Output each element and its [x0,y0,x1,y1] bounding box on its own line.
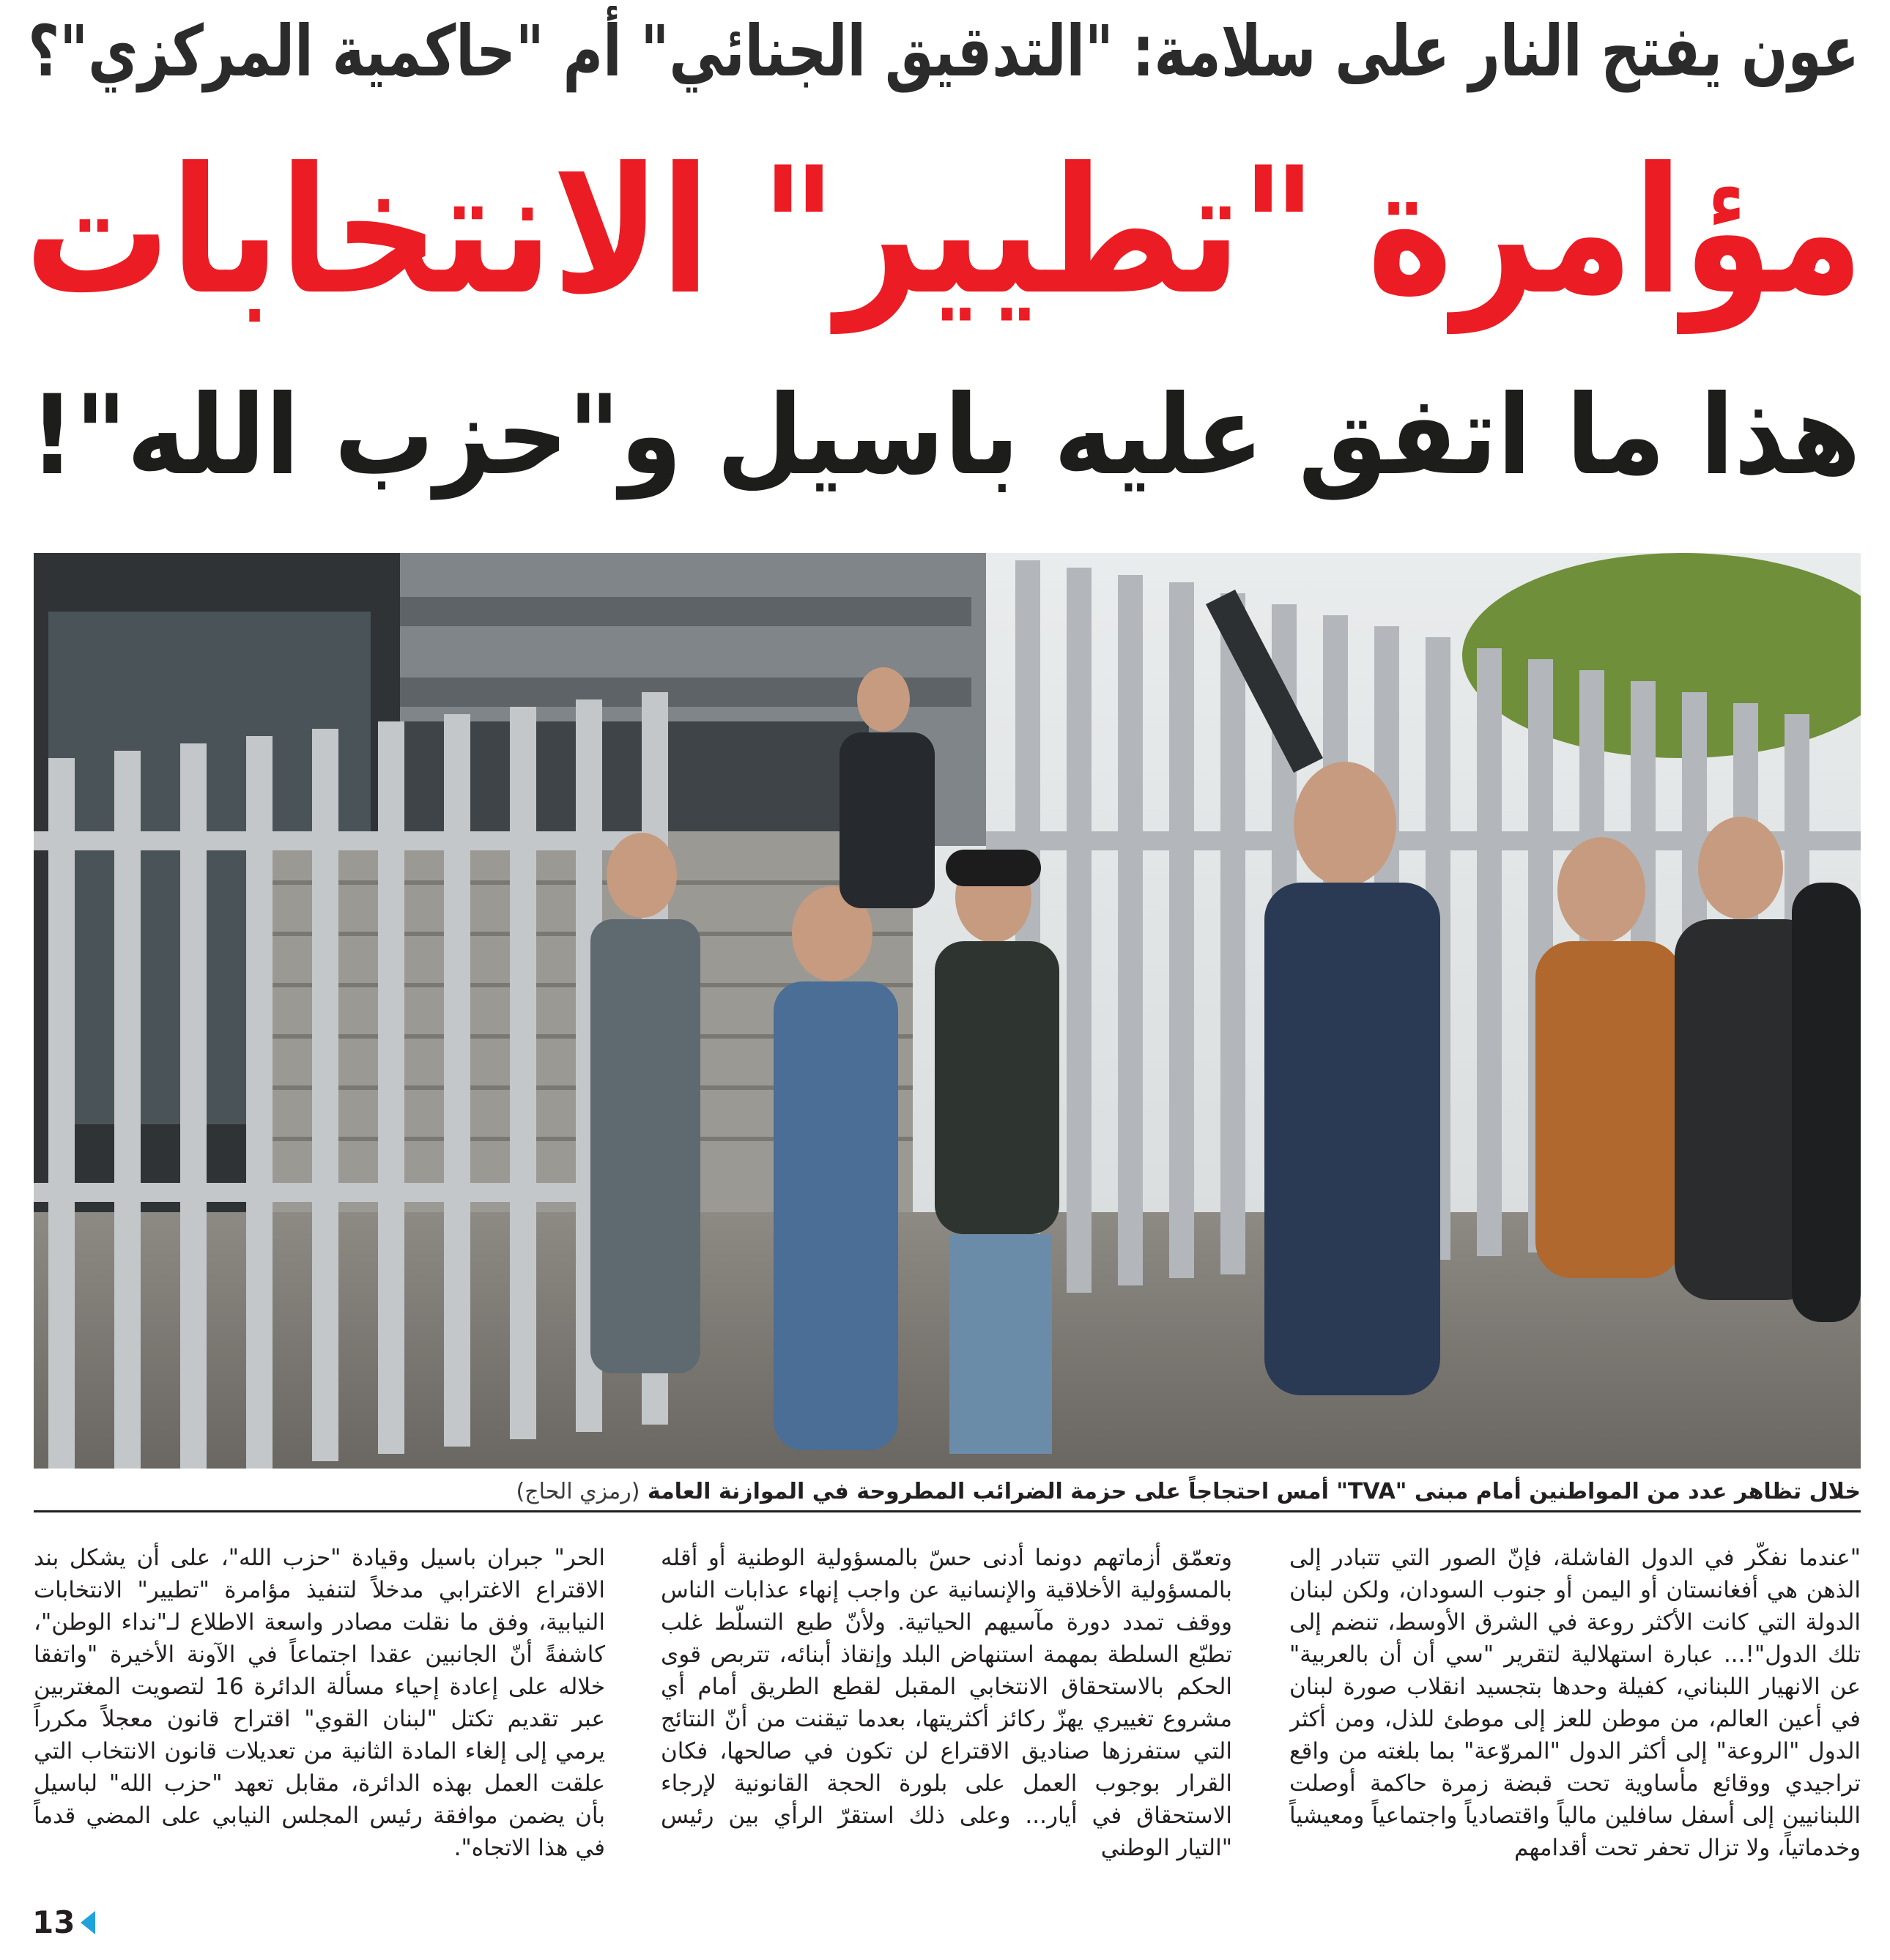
caption-text: خلال تظاهر عدد من المواطنين أمام مبنى "TVA" أمس احتجاجاً على حزمة الضرائب المطروحة في الموازنة العامة [647,1479,1861,1504]
page-number-value: 13 [32,1904,75,1940]
article-column-2 [661,1542,1232,1937]
sub-headline: هذا ما اتفق عليه باسيل و"حزب الله"! [29,372,1861,500]
column-2-text: وتعمّق أزماتهم دونما أدنى حسّ بالمسؤولية الوطنية أو أقله بالمسؤولية الأخلاقية والإنسانية عن واجب إنهاء عذابات الناس ووقف تمدد دورة مآسيهم الحياتية. ولأنّ طبع التسلّط غلب تطبّع السلطة بمهمة استنهاض البلد وإنقاذ أبنائه، تتربص قوى الحكم بالاستحقاق الانتخابي المقبل لقطع الطريق أمام أي مشروع تغييري يهزّ ركائز أكثريتها، بعدما تيقنت من أنّ النتائج التي ستفرزها صناديق الاقتراع لن تكون في صالحها، فكان القرار بوجوب العمل على بلورة الحجة القانونية لإرجاء الاستحقاق في أيار... وعلى ذلك استقرّ الرأي بين رئيس "التيار الوطني [661,1545,1232,1861]
article-column-3 [34,1542,605,1937]
photo-illustration [34,553,1861,1469]
triangle-icon [81,1911,95,1934]
photo-caption [29,1479,1861,1504]
kicker-headline: عون يفتح النار على سلامة: "التدقيق الجنائي" أم "حاكمية المركزي"؟ [28,10,1859,92]
column-1-text: "عندما نفكّر في الدول الفاشلة، فإنّ الصور التي تتبادر إلى الذهن هي أفغانستان أو اليمن أو جنوب السودان، ولكن لبنان الدولة التي كانت الأكثر روعة في الشرق الأوسط، تنضم إلى تلك الدول"!... عبارة استهلالية لتقرير "سي أن أن بالعربية" عن الانهيار اللبناني، كفيلة وحدها بتجسيد انقلاب صورة لبنان في أعين العالم، من موطن للعز إلى موطئ للذل، ومن أكثر الدول "الروعة" إلى أكثر الدول "المروّعة" بما بلغته من واقع تراجيدي ووقائع مأساوية تحت قبضة زمرة حاكمة أوصلت اللبنانيين إلى أسفل سافلين مالياً واقتصادياً واجتماعياً ومعيشياً وخدماتياً، ولا تزال تحفر تحت أقدامهم [1289,1545,1861,1861]
news-photo [34,553,1861,1469]
photo-credit: (رمزي الحاج) [516,1479,640,1504]
page-number [32,1904,95,1940]
main-headline: مؤامرة "تطيير" الانتخابات [24,130,1864,333]
column-3-text: الحر" جبران باسيل وقيادة "حزب الله"، على أن يشكل بند الاقتراع الاغترابي مدخلاً لتنفيذ مؤامرة "تطيير" الانتخابات النيابية، وفق ما نقلت مصادر واسعة الاطلاع لـ"نداء الوطن"، كاشفةً أنّ الجانبين عقدا اجتماعاً في الآونة الأخيرة "واتفقا خلاله على إعادة إحياء مسألة الدائرة 16 لتصويت المغتربين عبر تقديم تكتل "لبنان القوي" اقتراح قانون معجلاً مكرراً يرمي إلى إلغاء المادة الثانية من تعديلات قانون الانتخاب التي علقت العمل بهذه الدائرة، مقابل تعهد "حزب الله" لباسيل بأن يضمن موافقة رئيس المجلس النيابي على المضي قدماً في هذا الاتجاه". [34,1545,605,1861]
caption-divider [34,1510,1861,1512]
article-column-1 [1289,1542,1861,1937]
